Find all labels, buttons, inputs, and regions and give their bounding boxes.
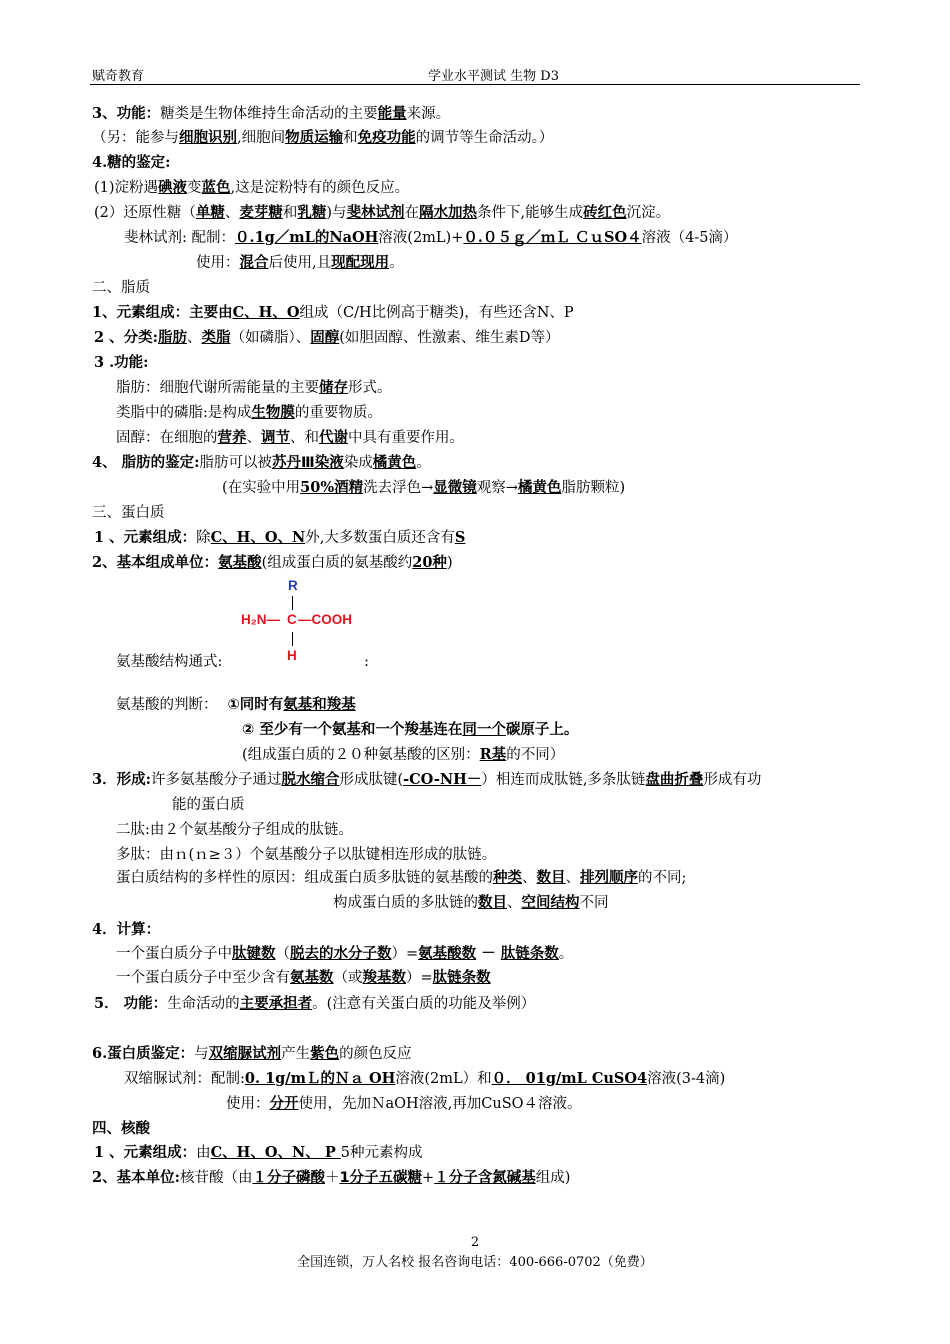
nucleic-acid-heading: 四、核酸	[92, 1120, 150, 1137]
lipid-function-heading: 3 .功能:	[94, 354, 149, 371]
protein-test-line: 6.蛋白质鉴定：与双缩脲试剂产生紫色的颜色反应	[92, 1045, 412, 1062]
reducing-sugar-line: (2）还原性糖（单糖、麦芽糖和乳糖)与斐林试剂在隔水加热条件下,能够生成砖红色沉淀。	[94, 205, 671, 221]
fat-test-line: 4、 脂肪的鉴定:脂肪可以被苏丹Ⅲ染液染成橘黄色。	[92, 454, 431, 471]
sugar-other-function-line: （另：能参与细胞识别,细胞间物质运输和免疫功能的调节等生命活动。）	[92, 130, 554, 146]
amino-judge-line: 氨基酸的判断： ①同时有氨基和羧基	[116, 697, 356, 713]
phospholipid-line: 类脂中的磷脂:是构成生物膜的重要物质。	[116, 405, 382, 421]
peptide-bond-count-line: 一个蛋白质分子中肽键数（脱去的水分子数）=氨基酸数 － 肽链条数。	[116, 945, 574, 962]
protein-formation-line: 3．形成:许多氨基酸分子通过脱水缩合形成肽键(-CO-NH－）相连而成肽链,多条肽链盘曲折叠形成有功	[92, 771, 762, 788]
bond-bottom	[292, 632, 293, 646]
nucleic-unit-line: 2、基本单位:核苷酸（由１分子磷酸＋1分子五碳糖+１分子含氮碱基组成)	[92, 1169, 571, 1186]
alpha-carbon: C	[287, 612, 297, 627]
page-header	[90, 62, 860, 85]
amino-difference-line: (组成蛋白质的２０种氨基酸的区别：R基的不同）	[242, 746, 565, 763]
polypeptide-line: 多肽：由ｎ(ｎ≥３）个氨基酸分子以肽键相连形成的肽链。	[116, 847, 497, 863]
protein-function-line: 5． 功能：生命活动的主要承担者。(注意有关蛋白质的功能及举例）	[94, 995, 536, 1012]
protein-formation-cont: 能的蛋白质	[172, 797, 245, 813]
lipid-heading: 二、脂质	[92, 280, 150, 296]
bond-top	[292, 596, 293, 610]
diversity-line-2: 构成蛋白质的多肽链的数目、空间结构不同	[333, 895, 609, 911]
fat-test-note-line: (在实验中用50%酒精洗去浮色→显微镜观察→橘黄色脂肪颗粒)	[222, 479, 626, 496]
biuret-prep-line: 双缩脲试剂：配制:0. 1g/mＬ的Ｎａ OH溶液(2mL）和０． 01g/mL CuSO4溶液(3-4滴)	[124, 1070, 726, 1087]
sterol-line: 固醇：在细胞的营养、调节、和代谢中具有重要作用。	[116, 430, 464, 446]
amino-group: H₂N—	[241, 612, 280, 627]
structure-formula-label: 氨基酸结构通式:	[116, 654, 223, 670]
nucleic-elements-line: 1 、元素组成：由C、H、O、N、 P 5种元素构成	[94, 1144, 423, 1161]
biuret-use-line: 使用：分开使用，先加ＮaOH溶液,再加CuSO４溶液。	[226, 1096, 582, 1112]
calculation-heading: 4．计算：	[92, 921, 161, 938]
lipid-elements-line: 1、元素组成：主要由C、H、O组成（C/H比例高于糖类)，有些还含N、P	[92, 304, 574, 321]
sugar-test-heading: 4.糖的鉴定:	[92, 154, 171, 171]
amino-judge-second-line: ② 至少有一个氨基和一个羧基连在同一个碳原子上。	[242, 722, 579, 738]
protein-elements-line: 1 、元素组成：除C、H、O、N外,大多数蛋白质还含有S	[94, 529, 466, 546]
fehling-use-line: 使用：混合后使用,且现配现用。	[196, 255, 404, 271]
header-org: 赋奇教育	[92, 69, 145, 84]
min-group-count-line: 一个蛋白质分子中至少含有氨基数（或羧基数）=肽链条数	[116, 970, 491, 986]
r-group: R	[288, 578, 298, 593]
sugar-function-line: 3、功能：糖类是生物体维持生命活动的主要能量来源。	[92, 105, 451, 122]
hydrogen-atom: H	[287, 648, 297, 663]
footer-contact: 全国连锁，万人名校 报名咨询电话：400-666-0702（免费）	[297, 1255, 653, 1270]
dipeptide-line: 二肽:由２个氨基酸分子组成的肽链。	[116, 822, 353, 838]
header-title: 学业水平测试 生物 D3	[428, 69, 559, 84]
protein-heading: 三、蛋白质	[92, 505, 165, 521]
fehling-prep-line: 斐林试剂: 配制：０.1g／mL的NaOH溶液(2mL)+０.０５ｇ／ｍＬ ＣｕSO４溶液（4-5滴）	[124, 229, 738, 246]
fat-function-line: 脂肪：细胞代谢所需能量的主要储存形式。	[116, 380, 392, 396]
starch-test-line: (1)淀粉遇碘液变蓝色,这是淀粉特有的颜色反应。	[94, 180, 410, 196]
page-number: 2	[470, 1235, 480, 1250]
diversity-line-1: 蛋白质结构的多样性的原因：组成蛋白质多肽链的氨基酸的种类、数目、排列顺序的不同;	[116, 870, 687, 886]
carboxyl-group: —COOH	[298, 612, 352, 627]
protein-unit-line: 2、基本组成单位：氨基酸(组成蛋白质的氨基酸约20种)	[92, 554, 453, 571]
lipid-class-line: 2 、分类:脂肪、类脂（如磷脂）、固醇(如胆固醇、性激素、维生素D等）	[94, 329, 560, 346]
structure-colon: :	[364, 654, 369, 670]
